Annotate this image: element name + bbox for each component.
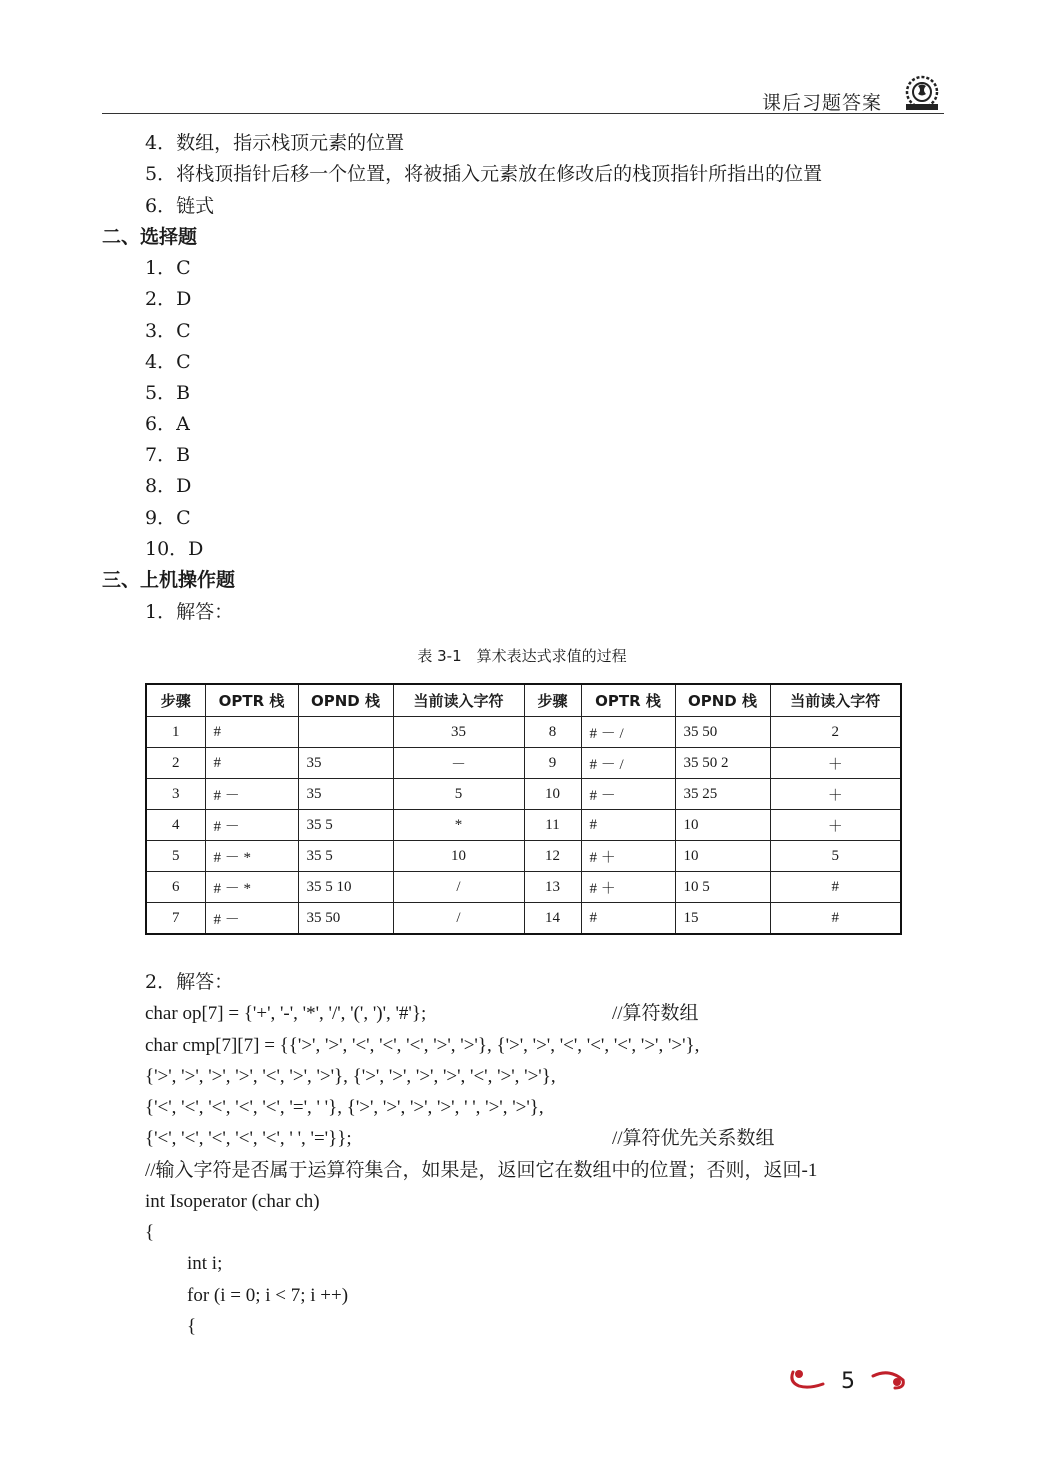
table-cell: 5 [146,841,205,872]
column-header: 当前读入字符 [393,684,524,717]
table-cell: # [581,810,675,841]
publisher-logo-icon [900,72,944,114]
column-header: OPTR 栈 [205,684,298,717]
table-cell: 6 [146,872,205,903]
answer-line: 4．数组，指示栈顶元素的位置 [145,132,405,154]
table-cell: # ＋ [581,841,675,872]
code-line: {'<', '<', '<', '<', '<', ' ', '='}}; [145,1128,352,1149]
code-line: char cmp[7][7] = {{'>', '>', '<', '<', '<', '>', '>'}, {'>', '>', '<', '<', '<', '>', '>'}, [145,1035,700,1056]
table-cell: # － / [581,748,675,779]
answer-line: 5．将栈顶指针后移一个位置，将被插入元素放在修改后的栈顶指针所指出的位置 [145,163,823,185]
table-cell: # [205,717,298,748]
table-cell: － [393,748,524,779]
code-comment: //算符优先关系数组 [612,1128,775,1149]
table-cell: 3 [146,779,205,810]
table-cell: 12 [524,841,581,872]
table-cell: 8 [524,717,581,748]
table-row [146,872,901,903]
table-cell: # [205,748,298,779]
table-cell: 35 [393,717,524,748]
code-line: //输入字符是否属于运算符集合，如果是，返回它在数组中的位置；否则，返回-1 [145,1160,818,1181]
table-cell: # [770,872,901,903]
table-cell: 10 5 [675,872,770,903]
table-cell: 10 [675,841,770,872]
code-line: char op[7] = {'+', '-', '*', '/', '(', ')', '#'}; [145,1003,427,1024]
column-header: 步骤 [524,684,581,717]
table-cell: # － [581,779,675,810]
table-cell: 10 [524,779,581,810]
table-row [146,748,901,779]
choice-answer: 6．A [145,413,190,435]
choice-answer: 9．C [145,507,191,529]
table-cell: 7 [146,903,205,935]
table-cell: # － / [581,717,675,748]
code-line: for (i = 0; i < 7; i ++) [187,1285,349,1306]
table-cell: # － * [205,841,298,872]
table-cell: # － [205,810,298,841]
table-cell: # － [205,779,298,810]
table-cell: / [393,872,524,903]
table-cell: 5 [770,841,901,872]
table-cell: 35 50 [675,717,770,748]
header-rule [102,113,944,114]
code-line: { [145,1222,155,1243]
table-caption: 表 3-1 算术表达式求值的过程 [417,647,627,665]
table-cell: 35 50 2 [675,748,770,779]
table-cell: 15 [675,903,770,935]
table-cell: 2 [146,748,205,779]
code-line: {'<', '<', '<', '<', '<', '=', ' '}, {'>', '>', '>', '>', ' ', '>', '>'}, [145,1097,544,1118]
table-cell: 35 25 [675,779,770,810]
table-cell: 10 [675,810,770,841]
code-line: int Isoperator (char ch) [145,1191,320,1212]
page-number-ornament [789,1364,909,1398]
table-cell: 10 [393,841,524,872]
section-heading: 三、上机操作题 [102,569,236,591]
table-cell: ＋ [770,779,901,810]
answer-line: 6．链式 [145,195,215,217]
code-line: { [187,1316,197,1337]
table-cell: 9 [524,748,581,779]
choice-answer: 4．C [145,351,191,373]
item-label: 1．解答： [145,601,234,623]
table-cell: 13 [524,872,581,903]
choice-answer: 8．D [145,475,192,497]
choice-answer: 1．C [145,257,191,279]
table-cell: # [770,903,901,935]
table-row [146,810,901,841]
table-cell: 11 [524,810,581,841]
column-header: 当前读入字符 [770,684,901,717]
table-cell: # － * [205,872,298,903]
item-label: 2．解答： [145,971,234,993]
choice-answer: 3．C [145,320,191,342]
table-cell: 2 [770,717,901,748]
table-cell: ＋ [770,748,901,779]
code-line: int i; [187,1253,223,1274]
table-cell: 5 [393,779,524,810]
page-number: 5 [841,1369,855,1394]
choice-answer: 5．B [145,382,191,404]
choice-answer: 7．B [145,444,191,466]
table-cell: 35 50 [298,903,393,935]
table-cell: # － [205,903,298,935]
table-cell: 1 [146,717,205,748]
table-cell: 35 [298,748,393,779]
table-row [146,779,901,810]
table-cell: 35 5 [298,810,393,841]
section-heading: 二、选择题 [102,226,198,248]
table-cell: ＋ [770,810,901,841]
table-cell: * [393,810,524,841]
table-cell: / [393,903,524,935]
column-header: 步骤 [146,684,205,717]
table-cell: 14 [524,903,581,935]
table-row [146,717,901,748]
evaluation-table [145,683,902,935]
column-header: OPTR 栈 [581,684,675,717]
column-header: OPND 栈 [298,684,393,717]
table-cell: # [581,903,675,935]
table-cell: 35 [298,779,393,810]
code-line: {'>', '>', '>', '>', '<', '>', '>'}, {'>', '>', '>', '>', '<', '>', '>'}, [145,1066,556,1087]
table-cell: 35 5 [298,841,393,872]
choice-answer: 10．D [145,538,204,560]
table-header-row [146,684,901,717]
column-header: OPND 栈 [675,684,770,717]
table-cell: # ＋ [581,872,675,903]
table-cell: 4 [146,810,205,841]
table-row [146,841,901,872]
header-title: 课后习题答案 [761,92,882,114]
table-row [146,903,901,935]
table-cell: 35 5 10 [298,872,393,903]
code-comment: //算符数组 [612,1003,699,1024]
page-header [102,72,944,114]
table-cell [298,717,393,748]
choice-answer: 2．D [145,288,192,310]
